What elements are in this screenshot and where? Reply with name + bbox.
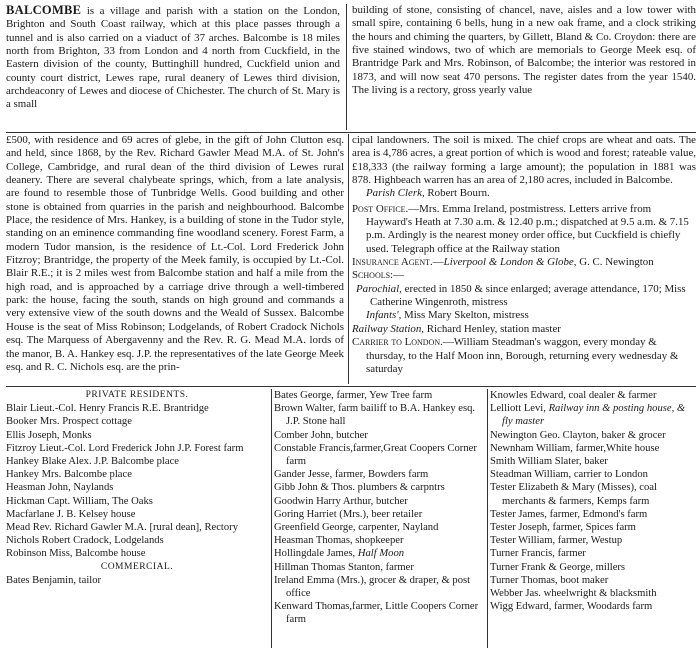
list-item: Knowles Edward, coal dealer & farmer: [490, 390, 657, 401]
infants-label: Infants',: [366, 309, 402, 322]
body-right-paragraph: cipal landowners. The soil is mixed. The chief crops are wheat and oats. The area is 4,786 acres, a great portion of which is wood and forest; rateable value, £18,333 (the railway forming a large amount); the population in 1881 was 878. Highbeach warren has an area of 2,180 acres, included in Balcombe.: [352, 134, 696, 187]
list-item: Bates Benjamin, tailor: [6, 574, 102, 586]
section-divider-top: [6, 132, 696, 133]
insurance-dash: —: [432, 256, 444, 269]
directory-listing: [6, 389, 696, 648]
intro-left-column: [6, 4, 340, 112]
list-item: Tester Elizabeth & Mary (Misses), coal merchants & farmers, Kemps farm: [490, 482, 657, 507]
intro-right-text: building of stone, consisting of chancel, nave, aisles and a low tower with small spire, containing 6 bells, hung in a new oak frame, and a clock striking the hours and chiming the quarters, by Gillett, Bland & Co. Croydon: there are five stained windows, two of which are memorials to George Meek esq. of Brantridge Park and Mrs. Robinson, of Balcombe; the interior was restored in 1873, and will now seat 470 persons. The register dates from the year 1540. The living is a rectory, gross yearly value: [352, 4, 696, 97]
list-item: Gibb John & Thos. plumbers & carpntrs: [274, 482, 445, 494]
list-item: Newington Geo. Clayton, baker & grocer: [490, 429, 666, 441]
list-item: Fitzroy Lieut.-Col. Lord Frederick John J.P. Forest farm: [6, 442, 244, 454]
list-item: Turner Francis, farmer: [490, 548, 586, 560]
list-item: Bates George, farmer, Yew Tree farm: [274, 390, 433, 401]
list-item-italic: Half Moon: [357, 548, 405, 560]
body-left-text: £500, with residence and 69 acres of glebe, in the gift of John Clutton esq. and held, since 1868, by the Rev. Richard Gawler Mead M.A. of St. John's College, Cambridge, and rural dean of the third division of Lewes rural deanery. There are several chalybeate springs, which, from a late analysis, are found to resemble those of Tunbridge Wells. Good building and other stone is obtained from quarries in the parish and neighbourhood. Balcombe Place, the residence of Mrs. Hankey, is a building of stone in the Tudor style, standing on an eminence commanding fine woodland scenery. Forest Farm, a modern Tudor mansion, is the residence of Lt.-Col. Lord Frederick John Fitzroy; Brantridge, the property of the Meek family, is occupied by Lt.-Col. Blair R.E.; it is 2 miles west from Balcombe station and half a mile from the high road, and is approached by a carriage drive through a well-timbered park: the house, facing the south, stands on high ground and commands a very extensive view of the south downs and the Weald of Sussex. Balcombe House is the seat of Miss Robinson; Lodgelands, of Robert Cradock Nichols esq. The Marquess of Abergavenny and the Rev. R. G. Mead M.A. lords of the manor, B. A. Hankey esq. J.P. the representatives of the late George Meek esq. and R. C. Nichols esq. are the prin-: [6, 134, 344, 373]
list-item: Booker Mrs. Prospect cottage: [6, 416, 132, 428]
directory-column-2: [274, 389, 484, 627]
parochial-school: [352, 283, 696, 310]
list-item: Kenward Thomas,farmer, Little Coopers Corner farm: [274, 601, 479, 626]
list-item: Constable Francis,farmer,Great Coopers Corner farm: [274, 442, 477, 468]
directory-divider-1: [271, 389, 272, 648]
list-item: Brown Walter, farm bailiff to B.A. Hankey esq. J.P. Stone hall: [274, 403, 476, 428]
post-office-entry: [352, 203, 696, 256]
list-item: Comber John, butcher: [274, 429, 368, 441]
list-item-name: Hollingdale James,: [274, 548, 356, 560]
list-item: Steadman William, carrier to London: [490, 469, 648, 481]
list-item: Turner Thomas, boot maker: [490, 574, 609, 586]
list-item-lelliott: [490, 402, 696, 428]
list-item: Tester Joseph, farmer, Spices farm: [490, 522, 636, 534]
insurance-label: Insurance Agent.: [352, 256, 433, 269]
infants-school: [352, 309, 696, 322]
intro-left-text: is a village and parish with a station on the London, Brighton and South Coast railway, which at this place passes through a tunnel and is also carried on a viaduct of 37 arches. Balcombe is 18 miles north from Brighton, 33 from London and 4 north from Cuckfield, in the Eastern division of the county, Buttinghill hundred, Cuckfield union and county court district, Lewes rape, rural deanery of Lewes third division, archdeaconry of Lewes and diocese of Chichester. The church of St. Mary is a small: [6, 5, 340, 111]
railway-station: [352, 323, 696, 336]
schools-label: Schools:—: [352, 269, 404, 282]
list-item-hollingdale: [274, 547, 484, 560]
carrier-label: Carrier to London.: [352, 336, 443, 349]
list-item: Smith William Slater, baker: [490, 456, 608, 468]
list-item: Newnham William, farmer,White house: [490, 442, 660, 454]
list-item: Mead Rev. Richard Gawler M.A. [rural dean], Rectory: [6, 522, 238, 534]
railway-text: Richard Henley, station master: [426, 322, 561, 335]
place-name: BALCOMBE: [6, 3, 82, 17]
list-item: Hankey Mrs. Balcombe place: [6, 469, 132, 481]
directory-column-3: [490, 389, 696, 613]
list-item: Goring Harriet (Mrs.), beer retailer: [274, 508, 423, 520]
list-item: Macfarlane J. B. Kelsey house: [6, 508, 136, 520]
private-residents-heading: PRIVATE RESIDENTS.: [85, 390, 189, 400]
list-item: Blair Lieut.-Col. Henry Francis R.E. Brantridge: [6, 403, 209, 415]
list-item: Robinson Miss, Balcombe house: [6, 548, 146, 560]
insurance-company: Liverpool & London & Globe,: [443, 256, 577, 269]
parish-clerk: [352, 187, 696, 200]
parochial-text: erected in 1850 & since enlarged; average attendance, 170; Miss Catherine Wingenroth, mistress: [370, 282, 686, 309]
directory-divider-2: [487, 389, 488, 648]
infants-text: Miss Mary Skelton, mistress: [404, 309, 529, 322]
list-item: Heasman John, Naylands: [6, 482, 114, 494]
body-right-column: [352, 134, 696, 376]
directory-column-1: [6, 389, 268, 587]
list-item: Turner Frank & George, millers: [490, 561, 626, 573]
list-item: Ellis Joseph, Monks: [6, 429, 92, 441]
post-office-label: Post Office.: [352, 202, 409, 215]
commercial-heading: COMMERCIAL.: [100, 561, 174, 572]
body-block: [6, 134, 696, 384]
carrier-entry: [352, 336, 696, 376]
list-item: Greenfield George, carpenter, Nayland: [274, 522, 439, 534]
list-item: Hickman Capt. William, The Oaks: [6, 495, 153, 507]
list-item: Tester William, farmer, Westup: [490, 535, 623, 547]
list-item: Goodwin Harry Arthur, butcher: [274, 495, 408, 507]
list-item: Tester James, farmer, Edmond's farm: [490, 508, 648, 520]
section-divider-bottom: [6, 386, 696, 387]
directory-page: [6, 4, 696, 648]
carrier-text: —William Steadman's waggon, every monday & thursday, to the Half Moon inn, Borough, returning every wednesday & saturday: [366, 336, 679, 375]
list-item: Wigg Edward, farmer, Woodards farm: [490, 601, 653, 613]
insurance-entry: [352, 256, 696, 269]
list-item: Nichols Robert Cradock, Lodgelands: [6, 535, 164, 547]
list-item: Heasman Thomas, shopkeeper: [274, 535, 404, 547]
list-item-name: Lelliott Levi,: [490, 403, 546, 415]
list-item: Webber Jas. wheelwright & blacksmith: [490, 588, 657, 600]
parochial-label: Parochial,: [356, 282, 402, 295]
list-item: Gander Jesse, farmer, Bowders farm: [274, 469, 429, 481]
list-item-italic: Railway inn & posting house, & fly master: [502, 403, 686, 428]
list-item: Ireland Emma (Mrs.), grocer & draper, & post office: [274, 574, 471, 600]
insurance-agent: G. C. Newington: [579, 256, 654, 269]
post-office-text: —Mrs. Emma Ireland, postmistress. Letters arrive from Hayward's Heath at 7.30 a.m. & 12.40 p.m.; dispatched at 9.5 a.m. & 7.15 p.m. Ardingly is the nearest money order office, but Cuckfield is chiefly used. Telegraph office at the Railway station: [366, 202, 689, 255]
list-item: Hillman Thomas Stanton, farmer: [274, 561, 414, 573]
railway-label: Railway Station,: [352, 322, 424, 335]
list-item: Hankey Blake Alex. J.P. Balcombe place: [6, 456, 179, 468]
intro-block: [6, 4, 696, 130]
parish-clerk-label: Parish Clerk,: [366, 187, 425, 200]
parish-clerk-name: Robert Bourn.: [427, 187, 490, 200]
intro-column-divider: [346, 4, 347, 130]
body-column-divider: [348, 134, 349, 384]
